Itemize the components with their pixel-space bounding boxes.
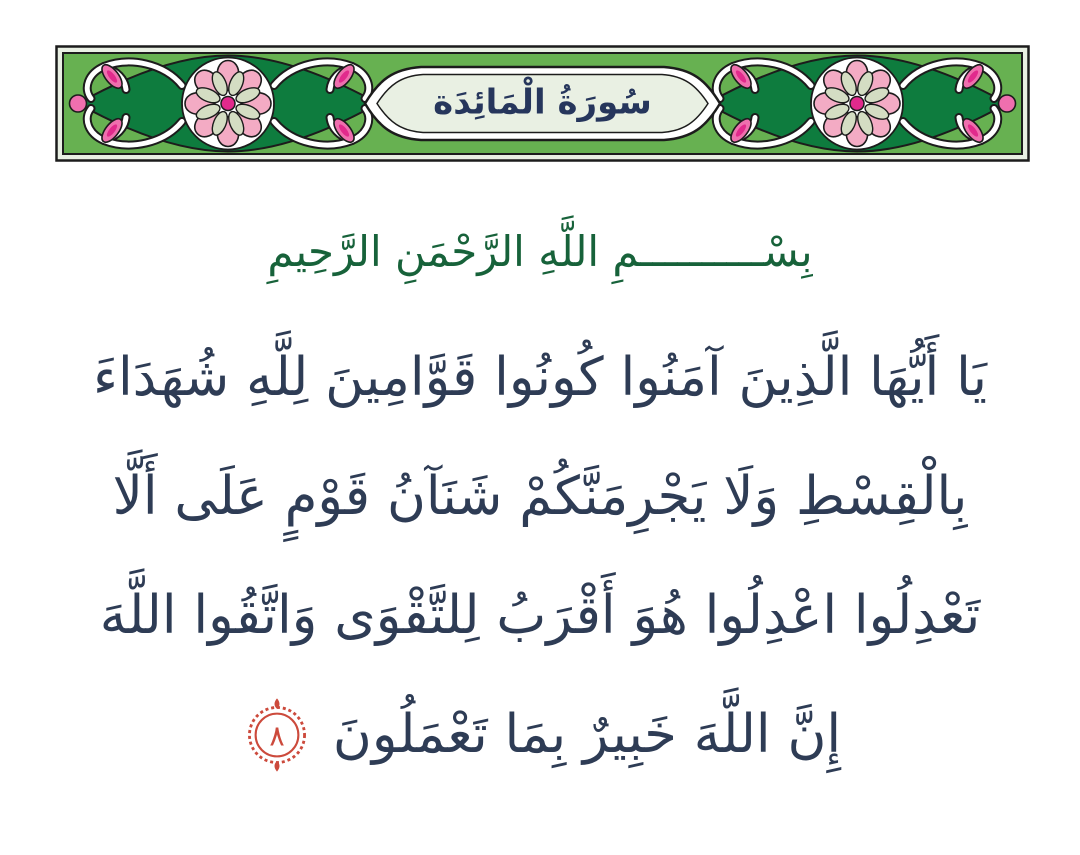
verse-line-3: تَعْدِلُوا اعْدِلُوا هُوَ أَقْرَبُ لِلتَّقْوَى وَاتَّقُوا اللَّهَ <box>99 585 981 646</box>
surah-header-banner <box>55 45 1030 162</box>
surah-title: سُورَةُ الْمَائِدَة <box>433 81 652 122</box>
ayah-end-marker-icon <box>239 697 315 773</box>
verse-line-4 <box>45 675 1035 794</box>
verse-number: ٨ <box>269 718 285 752</box>
bismillah-text: بِسْــــــــــمِ اللَّهِ الرَّحْمَنِ الرَّحِيمِ <box>267 226 813 276</box>
verse-line-2: بِالْقِسْطِ وَلَا يَجْرِمَنَّكُمْ شَنَآنُ قَوْمٍ عَلَى أَلَّا <box>112 466 968 527</box>
verse-line-4-text: إِنَّ اللَّهَ خَبِيرٌ بِمَا تَعْمَلُونَ <box>332 704 842 765</box>
verse-block <box>45 318 1035 794</box>
verse-line-1: يَا أَيُّهَا الَّذِينَ آمَنُوا كُونُوا قَوَّامِينَ لِلَّهِ شُهَدَاءَ <box>93 347 987 408</box>
